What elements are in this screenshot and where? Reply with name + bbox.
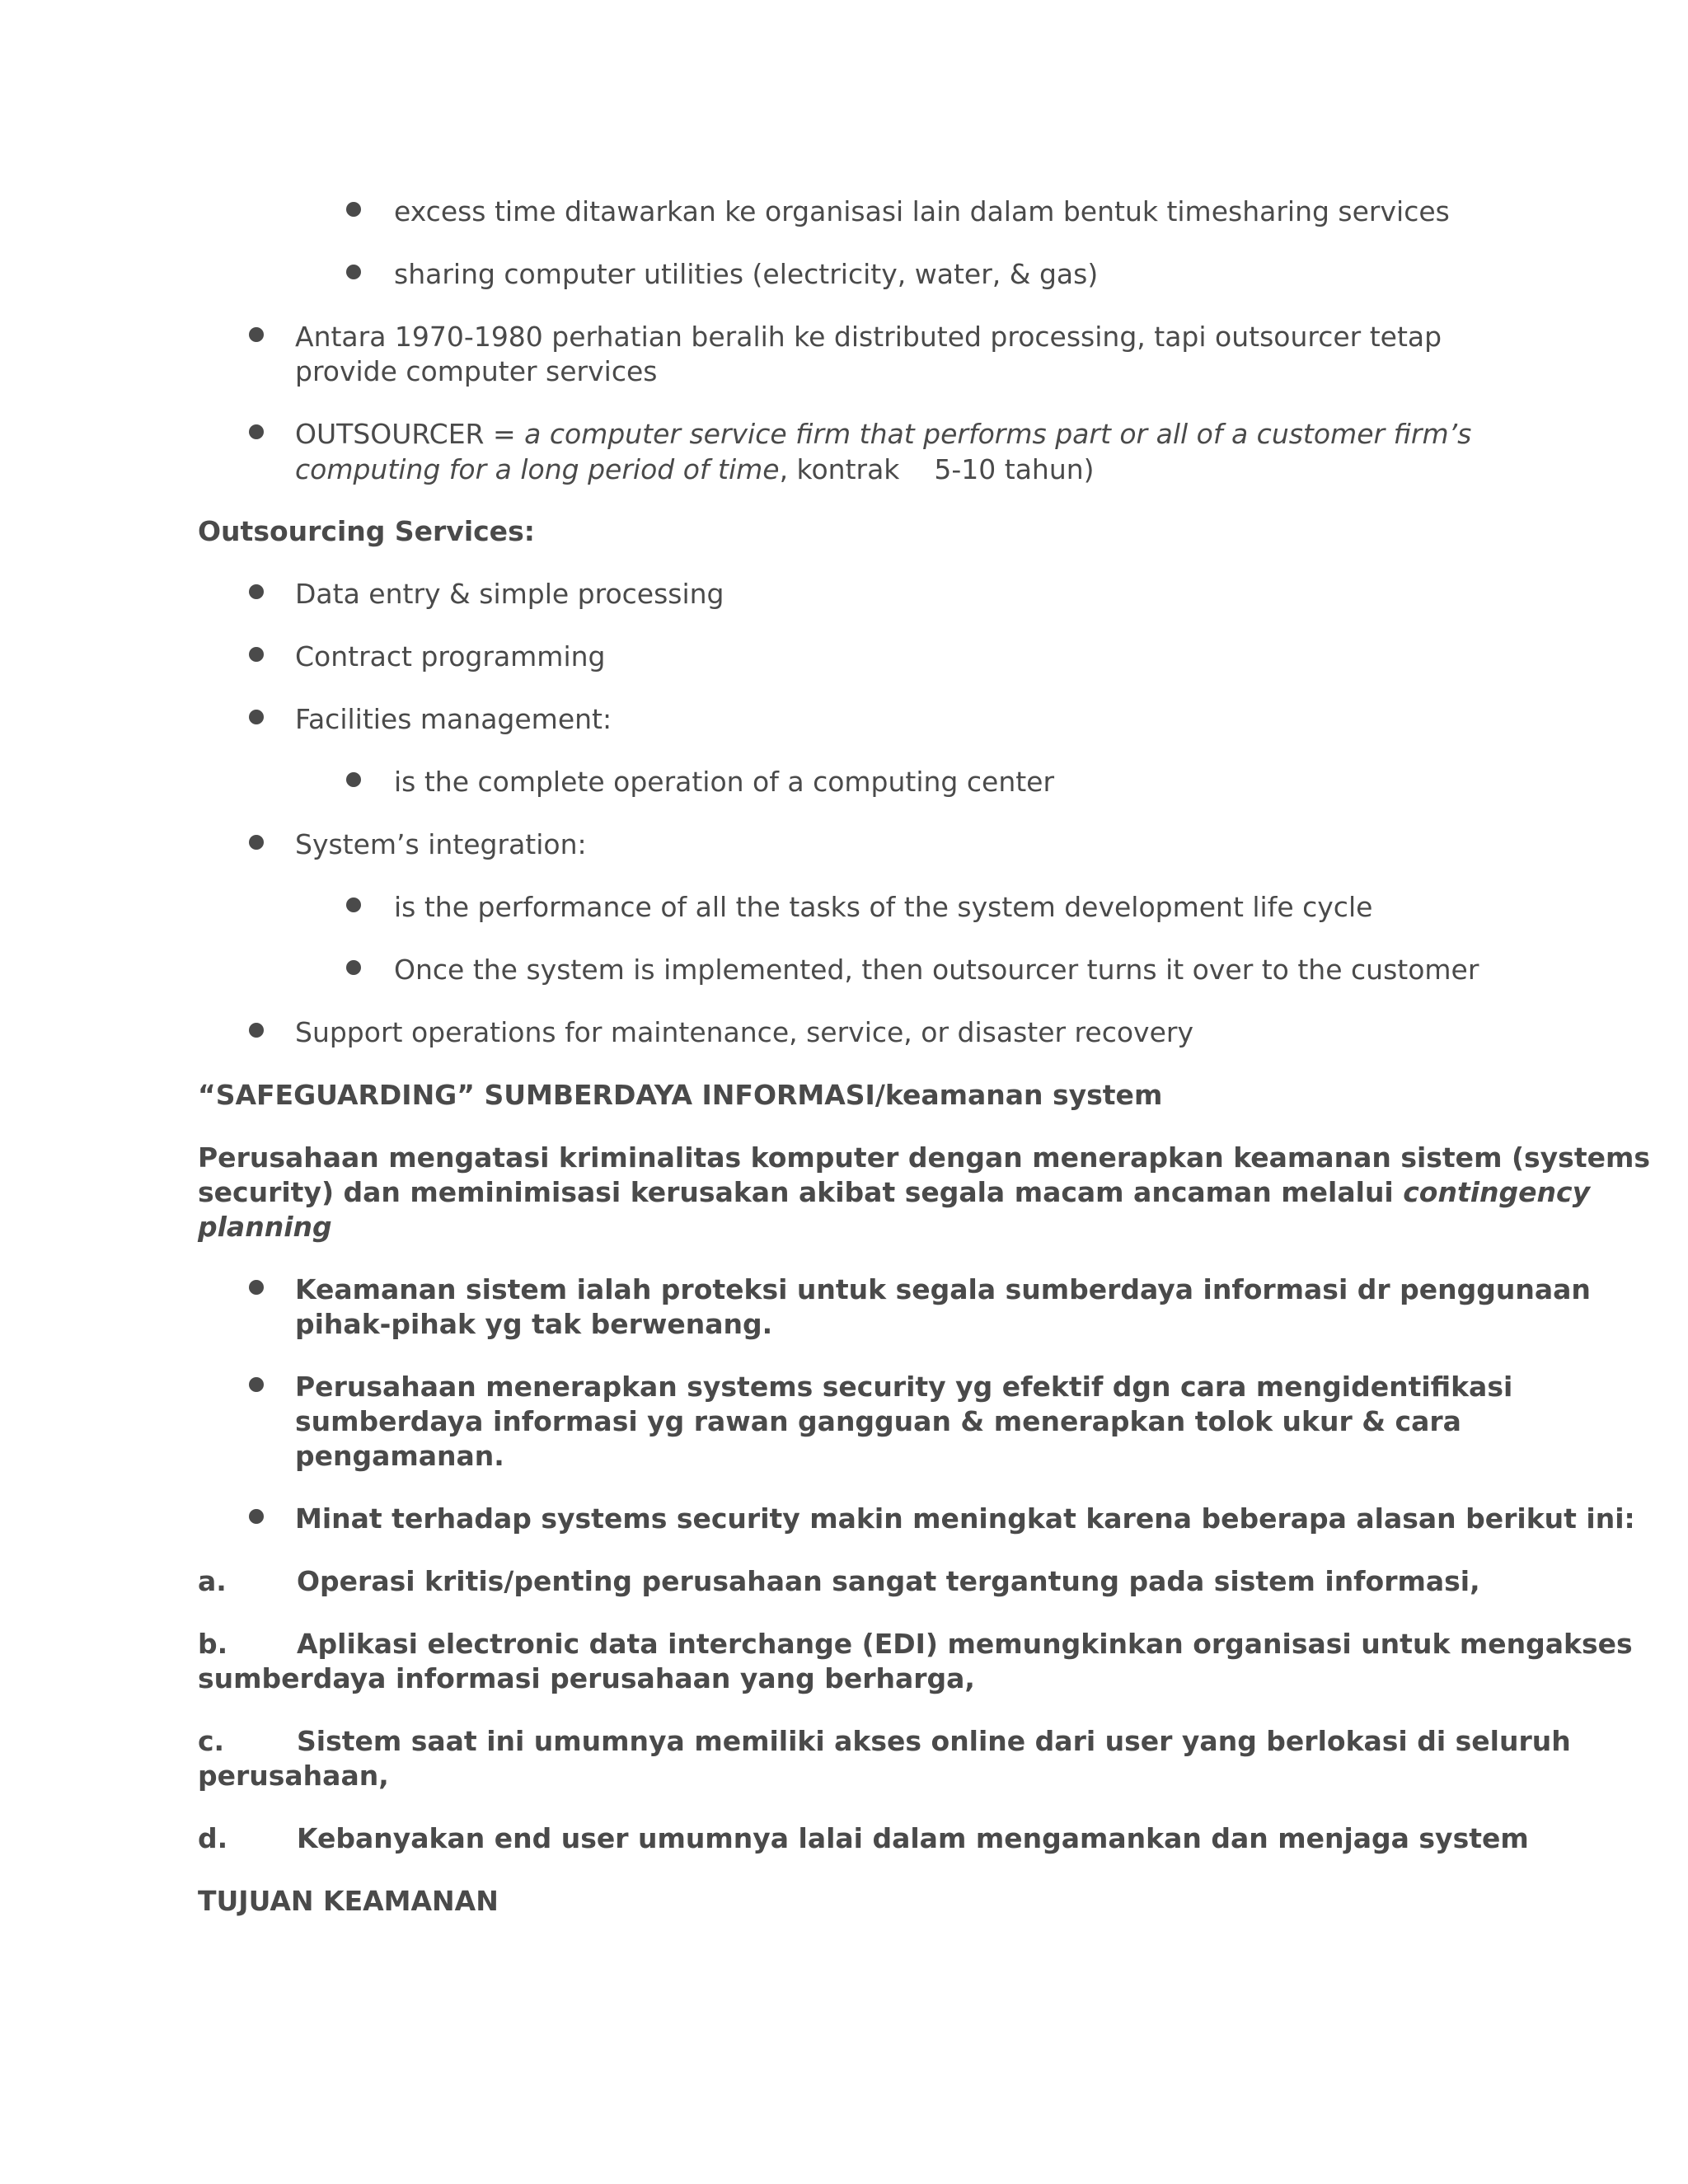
bullet-icon xyxy=(249,1280,264,1295)
bullet-text: Support operations for maintenance, service, or disaster recovery xyxy=(295,1016,1193,1048)
list-item-b-continued: sumberdaya informasi perusahaan yang berharga, xyxy=(198,1662,975,1694)
paragraph-line: Perusahaan mengatasi kriminalitas komputer dengan menerapkan keamanan sistem (systems xyxy=(198,1141,1651,1174)
list-text: Aplikasi electronic data interchange (EDI) memungkinkan organisasi untuk mengakses xyxy=(297,1628,1633,1660)
list-text: Operasi kritis/penting perusahaan sangat tergantung pada sistem informasi, xyxy=(297,1565,1480,1597)
bullet-icon xyxy=(346,265,361,279)
bullet-icon xyxy=(346,772,361,787)
bullet-icon xyxy=(249,1023,264,1038)
bullet-icon xyxy=(249,835,264,850)
bullet-text: Contract programming xyxy=(295,640,606,673)
bullet-text: System’s integration: xyxy=(295,828,587,860)
list-item-a xyxy=(198,1564,1480,1599)
bullet-text: Facilities management: xyxy=(295,703,612,735)
bullet-icon xyxy=(249,1377,264,1392)
section-heading: Outsourcing Services: xyxy=(198,515,535,547)
section-heading: “SAFEGUARDING” SUMBERDAYA INFORMASI/keamanan system xyxy=(198,1079,1163,1111)
bullet-text: Perusahaan menerapkan systems security yg efektif dgn cara mengidentifikasi xyxy=(295,1371,1513,1403)
bullet-icon xyxy=(249,424,264,439)
list-label: d. xyxy=(198,1822,228,1854)
outsourcer-definition-line2 xyxy=(295,452,1095,487)
bullet-icon xyxy=(249,1509,264,1524)
bullet-icon xyxy=(346,898,361,912)
sub-bullet-text: Once the system is implemented, then outsourcer turns it over to the customer xyxy=(394,954,1479,986)
bullet-text: Minat terhadap systems security makin meningkat karena beberapa alasan berikut ini: xyxy=(295,1502,1635,1535)
bullet-icon xyxy=(249,327,264,342)
bullet-text-continued: provide computer services xyxy=(295,355,658,387)
outsourcer-definition-italic: computing for a long period of time xyxy=(295,453,780,485)
list-text: Sistem saat ini umumnya memiliki akses online dari user yang berlokasi di seluruh xyxy=(297,1725,1571,1757)
sub-bullet-text: sharing computer utilities (electricity, water, & gas) xyxy=(394,258,1099,290)
bullet-icon xyxy=(249,647,264,662)
bullet-icon xyxy=(346,202,361,217)
outsourcer-definition-line1 xyxy=(295,417,1471,452)
sub-bullet-text: excess time ditawarkan ke organisasi lain dalam bentuk timesharing services xyxy=(394,195,1450,227)
bullet-icon xyxy=(249,584,264,599)
sub-bullet-text: is the performance of all the tasks of the system development life cycle xyxy=(394,891,1373,923)
paragraph-line: planning xyxy=(198,1211,332,1243)
bullet-icon xyxy=(346,960,361,975)
list-item-b xyxy=(198,1627,1633,1661)
list-label: a. xyxy=(198,1565,227,1597)
bullet-icon xyxy=(249,710,264,724)
outsourcer-contract: , kontrak 5-10 tahun) xyxy=(779,453,1095,485)
list-text: Kebanyakan end user umumnya lalai dalam mengamankan dan menjaga system xyxy=(297,1822,1529,1854)
bullet-text-continued: pengamanan. xyxy=(295,1440,504,1472)
list-label: b. xyxy=(198,1628,228,1660)
list-item-c xyxy=(198,1724,1571,1759)
outsourcer-definition-italic: a computer service firm that performs part or all of a customer firm’s xyxy=(524,418,1472,450)
list-label: c. xyxy=(198,1725,225,1757)
bullet-text: Data entry & simple processing xyxy=(295,578,724,610)
bullet-text: Antara 1970-1980 perhatian beralih ke distributed processing, tapi outsourcer tetap xyxy=(295,321,1442,353)
bullet-text-continued: sumberdaya informasi yg rawan gangguan & menerapkan tolok ukur & cara xyxy=(295,1405,1461,1437)
section-heading: TUJUAN KEAMANAN xyxy=(198,1885,499,1917)
paragraph-italic: contingency xyxy=(1403,1176,1591,1208)
paragraph-line xyxy=(198,1175,1590,1210)
bullet-text: Keamanan sistem ialah proteksi untuk segala sumberdaya informasi dr penggunaan xyxy=(295,1273,1591,1305)
outsourcer-term: OUTSOURCER = xyxy=(295,418,525,450)
list-item-d xyxy=(198,1821,1529,1856)
sub-bullet-text: is the complete operation of a computing center xyxy=(394,766,1055,798)
bullet-text-continued: pihak-pihak yg tak berwenang. xyxy=(295,1308,773,1340)
list-item-c-continued: perusahaan, xyxy=(198,1760,389,1792)
paragraph-text: security) dan meminimisasi kerusakan akibat segala macam ancaman melalui xyxy=(198,1176,1404,1208)
